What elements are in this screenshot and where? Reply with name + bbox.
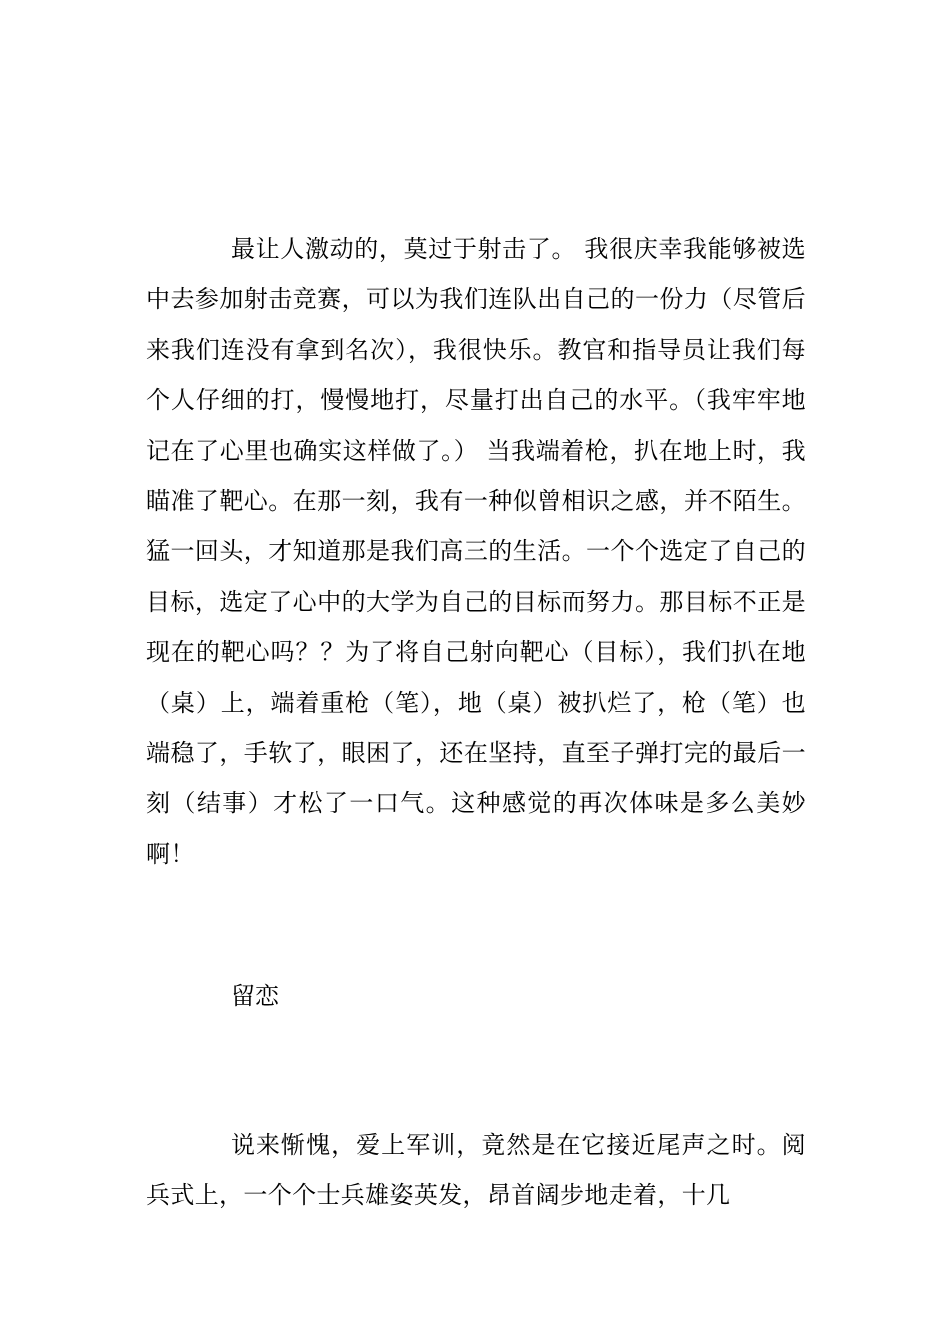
body-paragraph-shooting: 最让人激动的，莫过于射击了。 我很庆幸我能够被选中去参加射击竞赛，可以为我们连队出自己的一份力（尽管后来我们连没有拿到名次），我很快乐。教官和指导员让我们每个人仔细的打，慢慢地打，尽量打出自己的水平。（我牢牢地记在了心里也确实这样做了。） 当我端着枪，扒在地上时，我瞄准了靶心。在那一刻，我有一种似曾相识之感，并不陌生。猛一回头，才知道那是我们高三的生活。一个个选定了自己的目标，选定了心中的大学为自己的目标而努力。那目标不正是现在的靶心吗？？为了将自己射向靶心（目标），我们扒在地（桌）上，端着重枪（笔），地（桌）被扒烂了，枪（笔）也端稳了，手软了，眼困了，还在坚持，直至子弹打完的最后一刻（结事）才松了一口气。这种感觉的再次体味是多么美妙啊！	[146, 235, 806, 868]
body-paragraph-parade: 说来惭愧，爱上军训，竟然是在它接近尾声之时。阅兵式上，一个个士兵雄姿英发，昂首阔步地走着，十几	[146, 1131, 806, 1210]
section-heading: 留恋	[231, 982, 279, 1010]
